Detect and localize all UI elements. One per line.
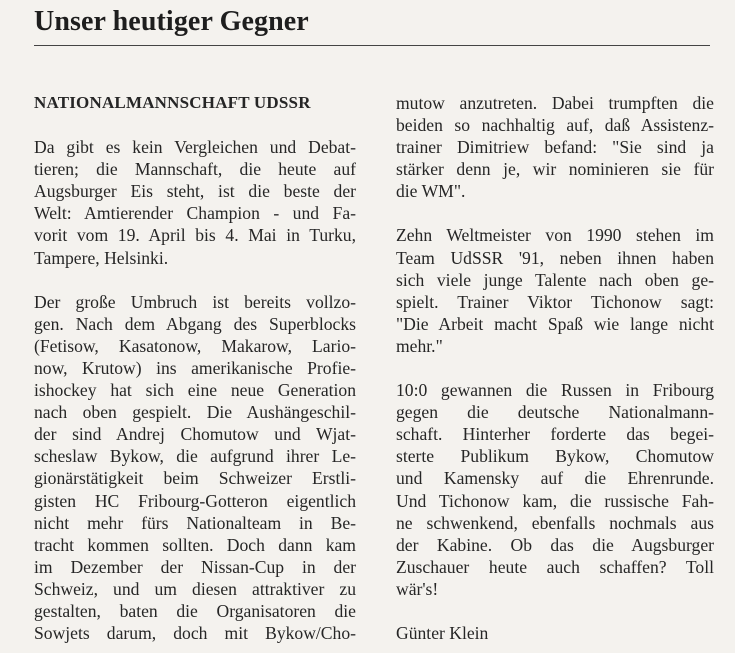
text-line: ishockey hat sich eine neue Generation	[34, 380, 356, 401]
text-line: trainer Dimitriew befand: "Sie sind ja	[396, 137, 714, 158]
text-line: wär's!	[396, 578, 439, 599]
text-line: stärker denn je, wir nominieren sie für	[396, 159, 714, 180]
text-line: gestalten, baten die Organisatoren die	[34, 600, 356, 621]
text-line: gionärstätigkeit beim Schweizer Erstli-	[34, 468, 356, 489]
text-line: gegen die deutsche Nationalmann-	[396, 402, 714, 423]
text-line: nicht mehr fürs Nationalteam in Be-	[34, 512, 356, 533]
text-line: Tampere, Helsinki.	[34, 247, 169, 268]
author-byline: Günter Klein	[396, 622, 489, 643]
text-line: Team UdSSR '91, neben ihnen haben	[396, 247, 714, 268]
text-line: Zehn Weltmeister von 1990 stehen im	[396, 225, 714, 246]
text-line: (Fetisow, Kasatonow, Makarow, Lario-	[34, 335, 356, 356]
text-line: mutow anzutreten. Dabei trumpften die	[396, 93, 714, 113]
left-column	[34, 92, 356, 644]
text-line: Zuschauer heute auch schaffen? Toll	[396, 556, 714, 577]
text-line: die WM".	[396, 181, 466, 202]
text-line: Welt: Amtierender Champion - und Fa-	[34, 203, 356, 224]
text-line: ne schwenkend, ebenfalls nochmals aus	[396, 512, 714, 533]
text-line: Schweiz, und um diesen attraktiver zu	[34, 578, 356, 599]
text-line: sterte Publikum Bykow, Chomutow	[396, 446, 714, 467]
paragraph-weltmeister	[396, 224, 714, 357]
text-line: im Dezember der Nissan-Cup in der	[34, 556, 356, 577]
text-line: Sowjets darum, doch mit Bykow/Cho-	[34, 623, 356, 644]
title-divider	[34, 45, 710, 46]
text-line: gisten HC Fribourg-Gotteron eigentlich	[34, 490, 356, 511]
text-line: der sind Andrej Chomutow und Wjat-	[34, 424, 356, 445]
page-title: Unser heutiger Gegner	[34, 6, 309, 37]
text-line: spielt. Trainer Viktor Tichonow sagt:	[396, 291, 714, 312]
text-line: nach oben gespielt. Die Aushängeschil-	[34, 402, 356, 423]
paragraph-umbruch	[34, 291, 356, 645]
text-line: now, Krutow) ins amerikanische Profie-	[34, 357, 356, 378]
text-line: Augsburger Eis steht, ist die beste der	[34, 181, 356, 202]
text-line: sich viele junge Talente nach oben ge-	[396, 269, 714, 290]
text-line: Der große Umbruch ist bereits vollzo-	[34, 291, 356, 312]
text-line: 10:0 gewannen die Russen in Fribourg	[396, 380, 714, 401]
text-line: beiden so nachhaltig auf, daß Assistenz-	[396, 115, 714, 136]
text-line: und Kamensky auf die Ehrenrunde.	[396, 468, 714, 489]
text-line: scheslaw Bykow, die aufgrund ihrer Le-	[34, 446, 356, 467]
text-line: vorit vom 19. April bis 4. Mai in Turku,	[34, 225, 356, 246]
text-line: Da gibt es kein Vergleichen und Debat-	[34, 137, 356, 158]
paragraph-nissan-cup	[396, 92, 714, 202]
text-line: gen. Nach dem Abgang des Superblocks	[34, 313, 356, 334]
right-column	[396, 92, 714, 644]
text-line: Und Tichonow kam, die russische Fah-	[396, 490, 714, 511]
text-line: der Kabine. Ob das die Augsburger	[396, 534, 714, 555]
paragraph-fribourg	[396, 379, 714, 600]
text-line: schaft. Hinterher forderte das begei-	[396, 424, 714, 445]
text-line: tracht kommen sollten. Doch dann kam	[34, 534, 356, 555]
section-heading: NATIONALMANNSCHAFT UDSSR	[34, 93, 311, 112]
text-line: mehr."	[396, 335, 443, 356]
text-line: tieren; die Mannschaft, die heute auf	[34, 159, 356, 180]
text-line: "Die Arbeit macht Spaß wie lange nicht	[396, 313, 714, 334]
paragraph-intro	[34, 136, 356, 269]
